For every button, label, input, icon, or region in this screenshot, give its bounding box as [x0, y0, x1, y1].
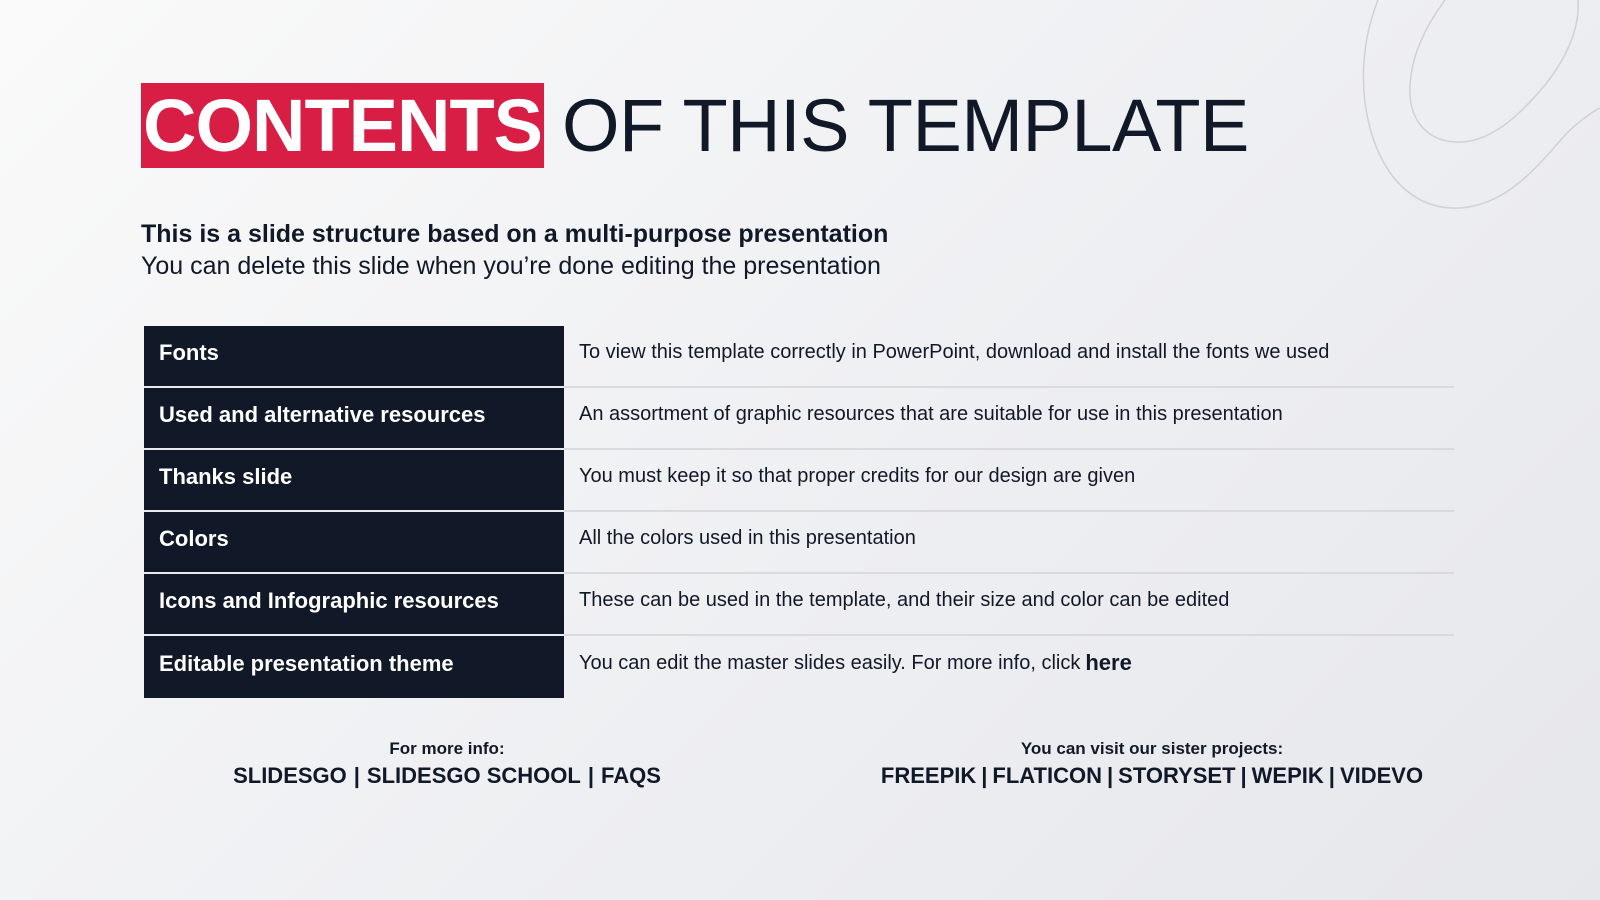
footer-separator: |: [1240, 763, 1247, 788]
row-description: [564, 388, 1454, 450]
table-row: [144, 574, 1454, 636]
title-rest: OF THIS TEMPLATE: [562, 84, 1249, 167]
table-row: [144, 388, 1454, 450]
slidesgo-link[interactable]: SLIDESGO: [233, 763, 347, 788]
row-description-text: An assortment of graphic resources that are suitable for use in this presentation: [579, 402, 1283, 425]
footer-sister-projects-links: [876, 762, 1428, 790]
title-highlight: CONTENTS: [143, 84, 542, 167]
footer-separator: |: [353, 763, 360, 788]
table-row: [144, 326, 1454, 388]
contents-table: [144, 326, 1454, 698]
footer-separator: |: [1107, 763, 1114, 788]
footer-sister-projects-heading: You can visit our sister projects:: [1020, 739, 1284, 758]
footer-more-info: [226, 738, 668, 790]
here-link[interactable]: here: [1085, 650, 1132, 675]
row-description-text: To view this template correctly in PowerPoint, download and install the fonts we used: [579, 340, 1330, 363]
row-description-text: These can be used in the template, and their size and color can be edited: [579, 588, 1230, 611]
table-row: [144, 636, 1454, 698]
row-label: Fonts: [144, 326, 564, 388]
footer-more-info-heading: For more info:: [389, 739, 505, 758]
row-label: Editable presentation theme: [144, 636, 564, 698]
intro-text: [141, 218, 888, 282]
row-label: Thanks slide: [144, 450, 564, 512]
intro-regular-line: You can delete this slide when you’re done editing the presentation: [141, 252, 881, 280]
footer-more-info-links: [226, 762, 668, 790]
row-description: [564, 326, 1454, 388]
freepik-link[interactable]: FREEPIK: [880, 763, 977, 788]
flaticon-link[interactable]: FLATICON: [992, 763, 1102, 788]
storyset-link[interactable]: STORYSET: [1118, 763, 1236, 788]
footer-separator: |: [587, 763, 594, 788]
row-description: [564, 574, 1454, 636]
row-description-text: You must keep it so that proper credits for our design are given: [579, 464, 1136, 487]
footer-separator: |: [1328, 763, 1335, 788]
row-label: Used and alternative resources: [144, 388, 564, 450]
table-row: [144, 512, 1454, 574]
wepik-link[interactable]: WEPIK: [1251, 763, 1324, 788]
faqs-link[interactable]: FAQS: [601, 763, 661, 788]
footer-separator: |: [981, 763, 988, 788]
footer-sister-projects: [876, 738, 1428, 790]
row-label: Colors: [144, 512, 564, 574]
row-description-text: You can edit the master slides easily. For more info, click: [579, 651, 1081, 674]
row-description: [564, 450, 1454, 512]
intro-bold-line: This is a slide structure based on a multi-purpose presentation: [141, 220, 889, 248]
videvo-link[interactable]: VIDEVO: [1339, 763, 1424, 788]
row-label: Icons and Infographic resources: [144, 574, 564, 636]
table-row: [144, 450, 1454, 512]
slidesgo-school-link[interactable]: SLIDESGO SCHOOL: [366, 763, 581, 788]
row-description: [564, 512, 1454, 574]
slide-title: [141, 83, 1249, 168]
row-description: [564, 636, 1454, 698]
row-description-text: All the colors used in this presentation: [579, 526, 916, 549]
